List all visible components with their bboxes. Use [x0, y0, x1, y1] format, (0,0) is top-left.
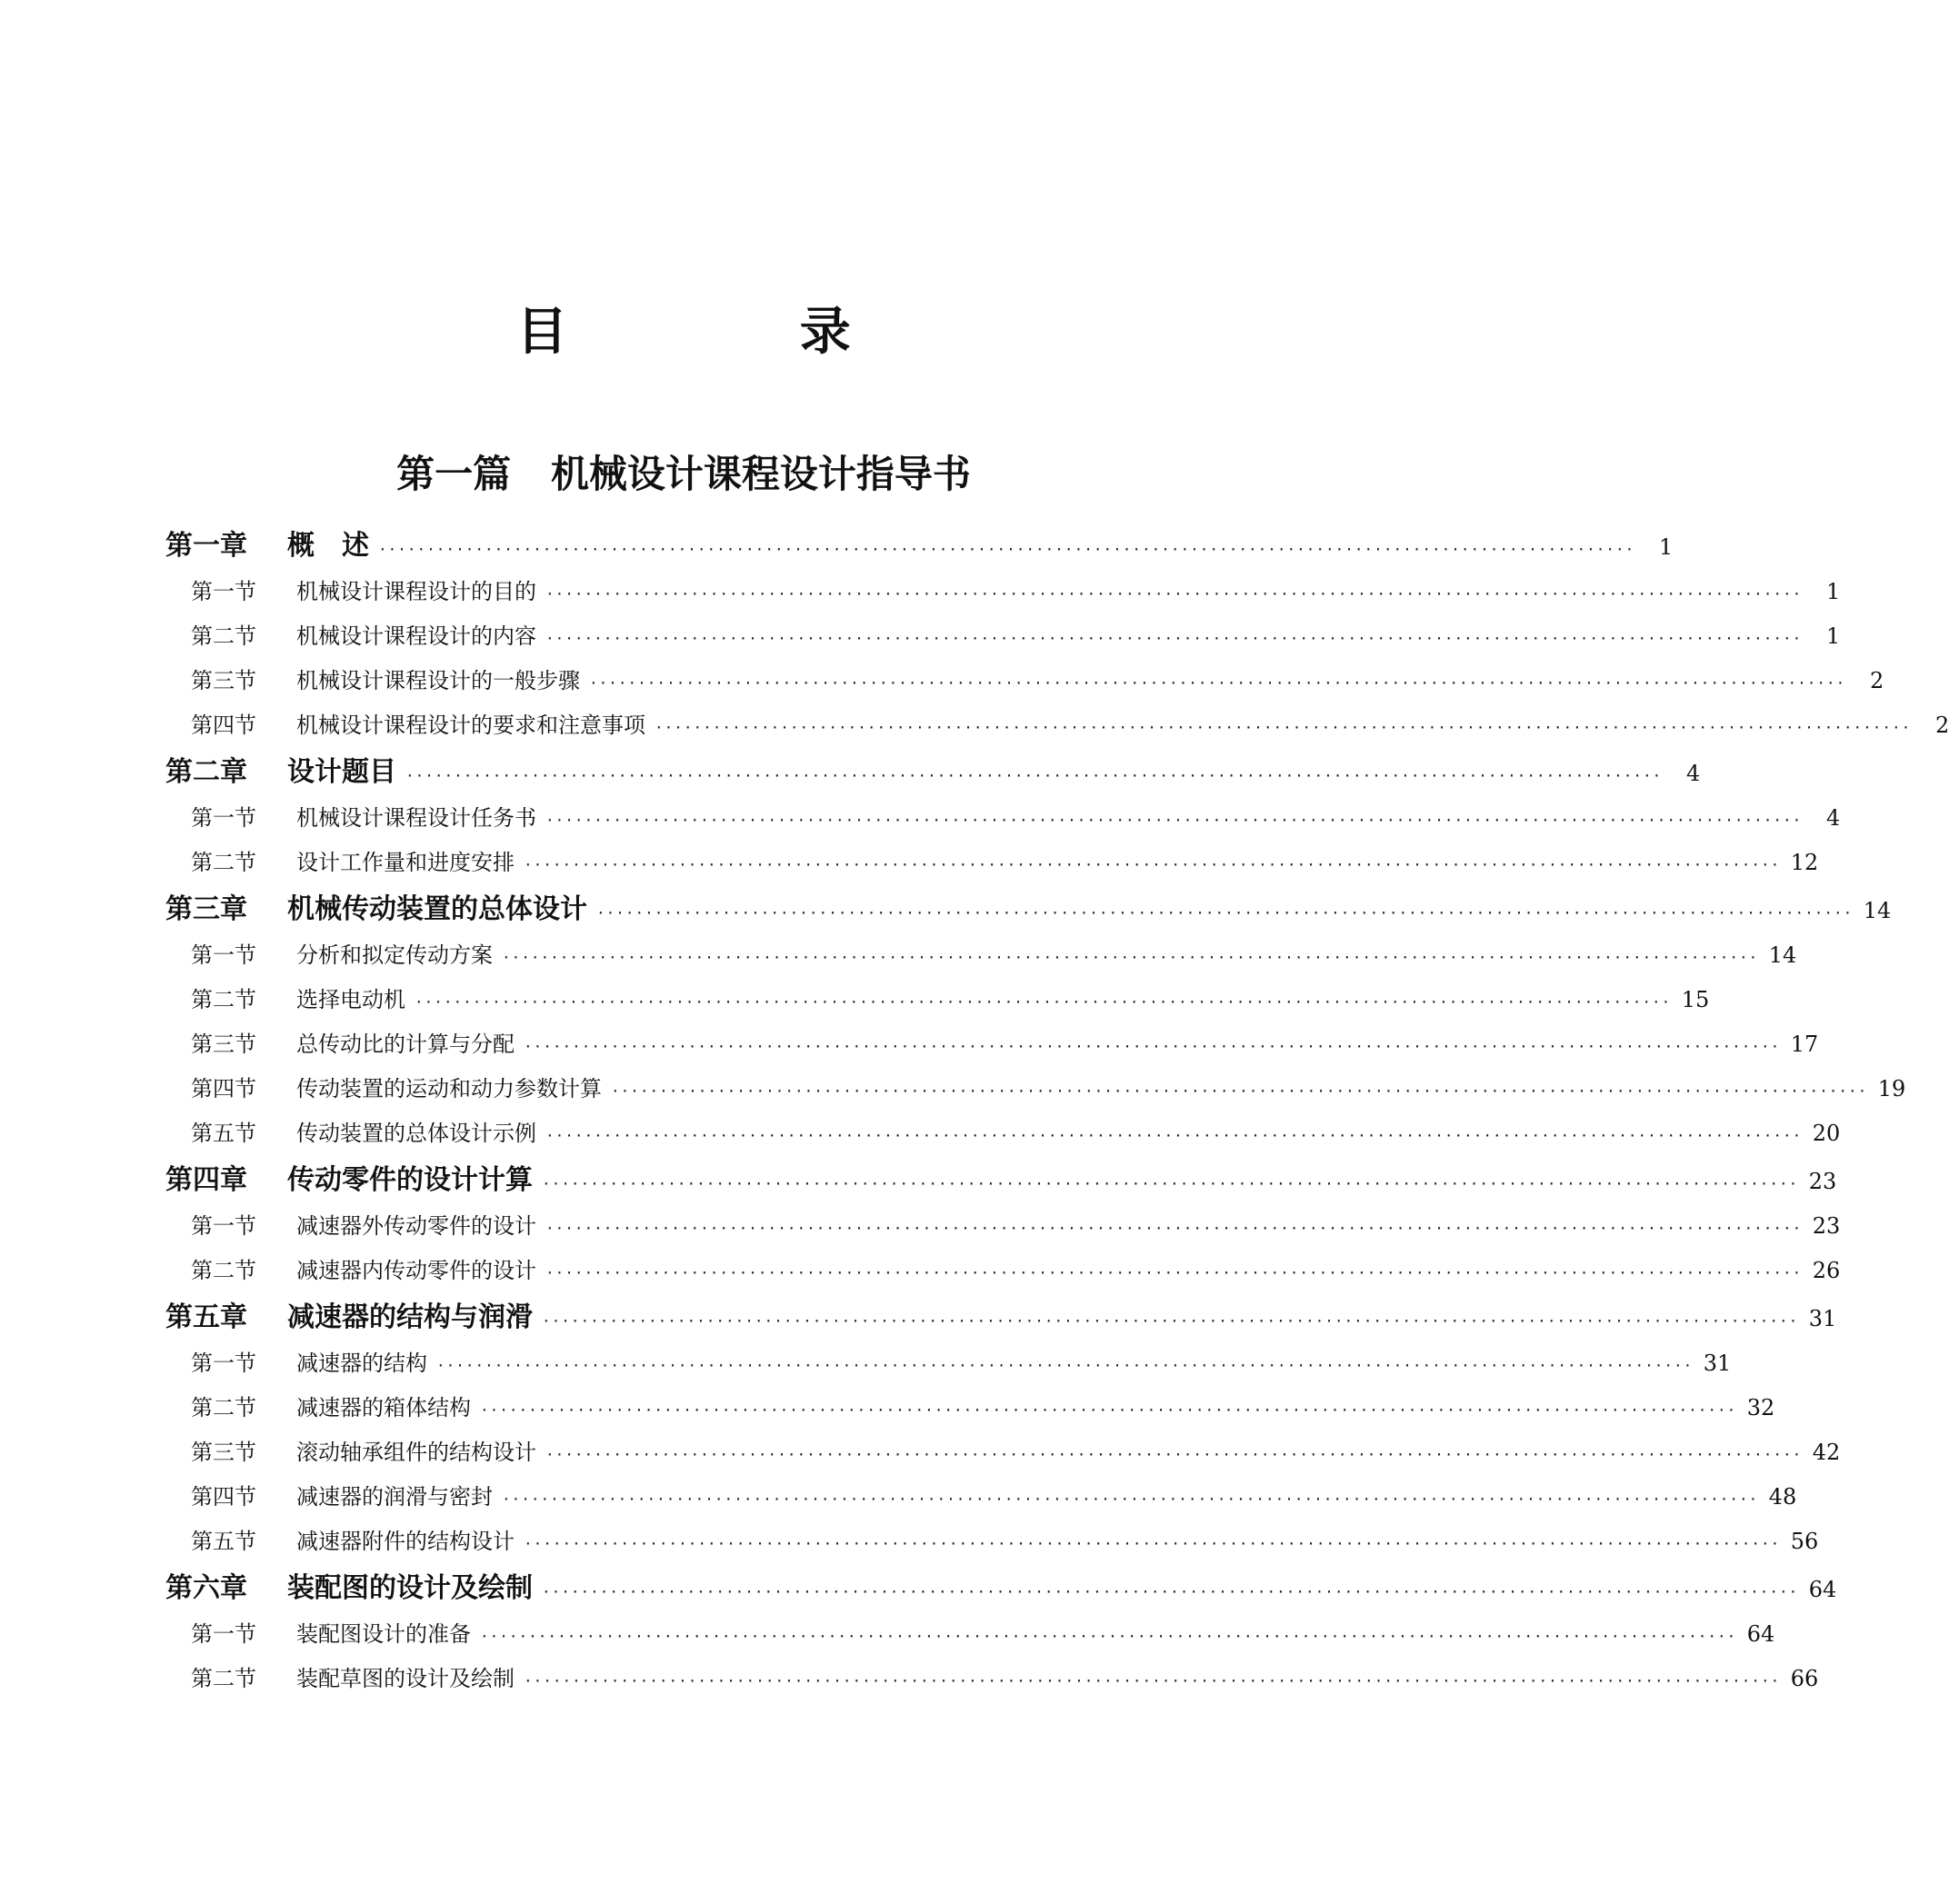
toc-label: 装配草图的设计及绘制 — [296, 1666, 515, 1691]
toc-label: 机械设计课程设计的目的 — [296, 579, 536, 604]
toc-number: 第二节 — [191, 623, 256, 649]
toc-page-number: 12 — [1790, 850, 1819, 875]
toc-leader-dots: ·································································································································· — [480, 1401, 1737, 1419]
toc-section-row[interactable] — [165, 1475, 1797, 1520]
part-title: 第一篇 机械设计课程设计指导书 — [396, 452, 971, 496]
toc-page-number: 20 — [1812, 1121, 1841, 1146]
toc-chapter-row[interactable] — [165, 885, 1892, 933]
toc-label: 减速器的箱体结构 — [296, 1395, 471, 1421]
toc-section-row[interactable] — [165, 1520, 1819, 1564]
toc-number: 第三节 — [191, 668, 256, 693]
toc-leader-dots: ·································································································································· — [378, 541, 1635, 558]
toc-label: 设计工作量和进度安排 — [296, 850, 515, 875]
toc-number: 第二章 — [165, 756, 247, 788]
toc-chapter-row[interactable] — [165, 1293, 1837, 1341]
toc-section-row[interactable] — [165, 1386, 1775, 1430]
toc-section-row[interactable] — [165, 1612, 1775, 1657]
toc-leader-dots: ·································································································································· — [524, 856, 1781, 873]
toc-leader-dots: ·································································································································· — [589, 674, 1846, 692]
toc-number: 第三节 — [191, 1440, 256, 1465]
toc-leader-dots: ·································································································································· — [524, 1038, 1781, 1055]
toc-section-row[interactable] — [165, 659, 1884, 703]
toc-leader-dots: ·································································································································· — [415, 993, 1672, 1011]
toc-label: 滚动轴承组件的结构设计 — [296, 1440, 536, 1465]
toc-page-number: 23 — [1812, 1213, 1841, 1239]
toc-label: 减速器的润滑与密封 — [296, 1484, 493, 1510]
toc-chapter-row[interactable] — [165, 1564, 1837, 1612]
toc-label: 机械设计课程设计的内容 — [296, 623, 536, 649]
toc-number: 第一节 — [191, 805, 256, 831]
toc-label: 机械设计课程设计任务书 — [296, 805, 536, 831]
toc-leader-dots: ·································································································································· — [405, 767, 1663, 784]
toc-number: 第二节 — [191, 1395, 256, 1421]
toc-number: 第四节 — [191, 1076, 256, 1102]
toc-number: 第二节 — [191, 1666, 256, 1691]
toc-page-number: 23 — [1808, 1169, 1837, 1194]
toc-page-number: 1 — [1825, 623, 1841, 649]
toc-leader-dots: ·································································································································· — [436, 1357, 1694, 1374]
toc-page-number: 32 — [1746, 1395, 1775, 1421]
toc-label: 机械传动装置的总体设计 — [287, 893, 587, 925]
toc-number: 第六章 — [165, 1572, 247, 1604]
toc-section-row[interactable] — [165, 978, 1710, 1022]
toc-leader-dots: ·································································································································· — [545, 1446, 1803, 1463]
toc-page-number: 15 — [1681, 987, 1710, 1012]
toc-leader-dots: ·································································································································· — [545, 1264, 1803, 1281]
toc-page-number: 4 — [1685, 761, 1701, 786]
toc-leader-dots: ·································································································································· — [545, 630, 1803, 647]
table-of-contents — [165, 522, 1949, 1701]
toc-label: 装配图设计的准备 — [296, 1621, 471, 1647]
toc-page-number: 19 — [1877, 1076, 1906, 1102]
toc-page-number: 4 — [1825, 805, 1841, 831]
toc-section-row[interactable] — [165, 796, 1841, 841]
toc-number: 第五节 — [191, 1529, 256, 1554]
toc-label: 减速器内传动零件的设计 — [296, 1258, 536, 1283]
toc-leader-dots: ·································································································································· — [524, 1672, 1781, 1690]
toc-number: 第一节 — [191, 1621, 256, 1647]
toc-page-number: 64 — [1808, 1577, 1837, 1602]
toc-label: 减速器的结构与润滑 — [287, 1301, 533, 1333]
toc-label: 分析和拟定传动方案 — [296, 942, 493, 968]
toc-label: 减速器的结构 — [296, 1351, 427, 1376]
toc-number: 第一节 — [191, 1213, 256, 1239]
toc-chapter-row[interactable] — [165, 748, 1701, 796]
toc-section-row[interactable] — [165, 1111, 1841, 1156]
toc-number: 第五节 — [191, 1121, 256, 1146]
toc-leader-dots: ·································································································································· — [542, 1175, 1799, 1192]
toc-section-row[interactable] — [165, 703, 1949, 748]
toc-page-number: 2 — [1934, 713, 1949, 738]
toc-number: 第一节 — [191, 579, 256, 604]
toc-page-number: 1 — [1825, 579, 1841, 604]
toc-section-row[interactable] — [165, 933, 1797, 978]
toc-section-row[interactable] — [165, 1204, 1841, 1249]
toc-number: 第一节 — [191, 1351, 256, 1376]
toc-page-number: 1 — [1658, 534, 1674, 560]
toc-number: 第二节 — [191, 850, 256, 875]
toc-number: 第二节 — [191, 1258, 256, 1283]
toc-page-number: 64 — [1746, 1621, 1775, 1647]
toc-section-row[interactable] — [165, 1341, 1732, 1386]
toc-section-row[interactable] — [165, 1249, 1841, 1293]
toc-page-number: 31 — [1808, 1306, 1837, 1331]
toc-page-number: 2 — [1869, 668, 1884, 693]
toc-label: 传动零件的设计计算 — [287, 1164, 533, 1196]
toc-section-row[interactable] — [165, 570, 1841, 614]
toc-chapter-row[interactable] — [165, 522, 1674, 570]
toc-section-row[interactable] — [165, 614, 1841, 659]
toc-section-row[interactable] — [165, 841, 1819, 885]
toc-number: 第一章 — [165, 530, 247, 562]
toc-page-number: 31 — [1703, 1351, 1732, 1376]
toc-page-number: 48 — [1768, 1484, 1797, 1510]
toc-leader-dots: ·································································································································· — [655, 719, 1912, 736]
toc-number: 第一节 — [191, 942, 256, 968]
toc-number: 第三章 — [165, 893, 247, 925]
toc-label: 机械设计课程设计的要求和注意事项 — [296, 713, 645, 738]
toc-page-number: 66 — [1790, 1666, 1819, 1691]
toc-page-number: 14 — [1768, 942, 1797, 968]
toc-number: 第五章 — [165, 1301, 247, 1333]
toc-chapter-row[interactable] — [165, 1156, 1837, 1204]
toc-label: 传动装置的总体设计示例 — [296, 1121, 536, 1146]
toc-label: 装配图的设计及绘制 — [287, 1572, 533, 1604]
toc-label: 机械设计课程设计的一般步骤 — [296, 668, 580, 693]
toc-section-row[interactable] — [165, 1022, 1819, 1067]
toc-leader-dots: ·································································································································· — [524, 1535, 1781, 1552]
toc-page-number: 26 — [1812, 1258, 1841, 1283]
toc-number: 第四节 — [191, 1484, 256, 1510]
toc-page-number: 56 — [1790, 1529, 1819, 1554]
toc-section-row[interactable] — [165, 1657, 1819, 1701]
toc-leader-dots: ·································································································································· — [596, 904, 1854, 922]
toc-number: 第四章 — [165, 1164, 247, 1196]
toc-page-number: 42 — [1812, 1440, 1841, 1465]
toc-leader-dots: ·································································································································· — [545, 585, 1803, 603]
toc-page-number: 14 — [1863, 898, 1892, 923]
toc-number: 第三节 — [191, 1032, 256, 1057]
page-title: 目 录 — [516, 303, 958, 362]
toc-number: 第二节 — [191, 987, 256, 1012]
toc-leader-dots: ·································································································································· — [545, 1220, 1803, 1237]
toc-leader-dots: ·································································································································· — [545, 1127, 1803, 1144]
toc-section-row[interactable] — [165, 1067, 1906, 1111]
toc-leader-dots: ·································································································································· — [480, 1628, 1737, 1645]
toc-label: 传动装置的运动和动力参数计算 — [296, 1076, 602, 1102]
toc-leader-dots: ·································································································································· — [542, 1583, 1799, 1600]
toc-number: 第四节 — [191, 713, 256, 738]
toc-section-row[interactable] — [165, 1430, 1841, 1475]
toc-label: 总传动比的计算与分配 — [296, 1032, 515, 1057]
toc-label: 选择电动机 — [296, 987, 405, 1012]
toc-leader-dots: ·································································································································· — [542, 1312, 1799, 1330]
toc-label: 减速器外传动零件的设计 — [296, 1213, 536, 1239]
toc-page-number: 17 — [1790, 1032, 1819, 1057]
toc-leader-dots: ·································································································································· — [611, 1082, 1868, 1100]
toc-label: 概 述 — [287, 530, 369, 562]
toc-label: 减速器附件的结构设计 — [296, 1529, 515, 1554]
toc-leader-dots: ·································································································································· — [502, 1490, 1759, 1508]
toc-label: 设计题目 — [287, 756, 396, 788]
toc-leader-dots: ·································································································································· — [502, 949, 1759, 966]
toc-leader-dots: ·································································································································· — [545, 812, 1803, 829]
